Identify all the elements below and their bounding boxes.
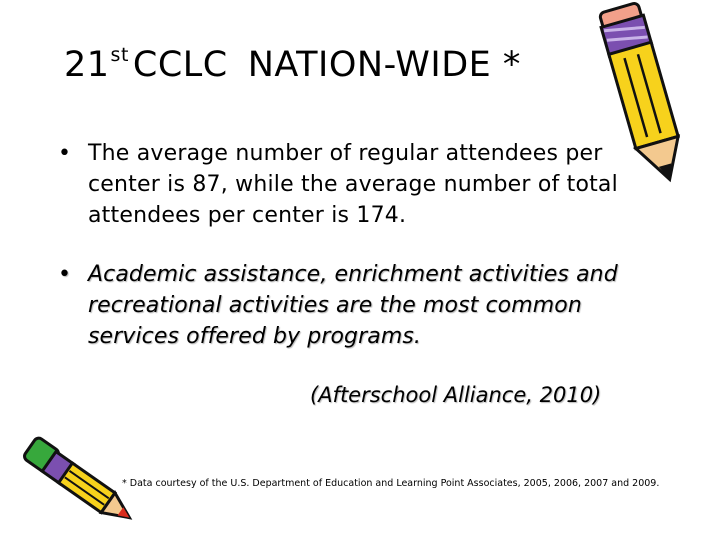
bullet-text: The average number of regular attendees per center is 87, while the average number of total attendees per center is 174. [88,141,618,228]
bullet-item [58,259,658,352]
bullet-dot: • [58,262,72,287]
title-superscript: st [110,44,129,66]
title-main: CCLC [132,45,228,85]
bullet-dot: • [58,141,72,166]
pencil-icon [590,0,700,195]
bullet-text: Academic assistance, enrichment activities and recreational activities are the most common services offered by programs. [88,262,618,349]
title-prefix: 21 [64,45,110,85]
pencil-icon [0,432,150,532]
citation: (Afterschool Alliance, 2010) [310,383,602,407]
footnote: * Data courtesy of the U.S. Department of Education and Learning Point Associates, 2005, 2006, 2007 and 2009. [122,478,660,489]
bullet-list [58,138,658,352]
bullet-item [58,138,658,231]
slide-title [64,44,521,85]
title-rest: NATION-WIDE * [247,45,521,85]
